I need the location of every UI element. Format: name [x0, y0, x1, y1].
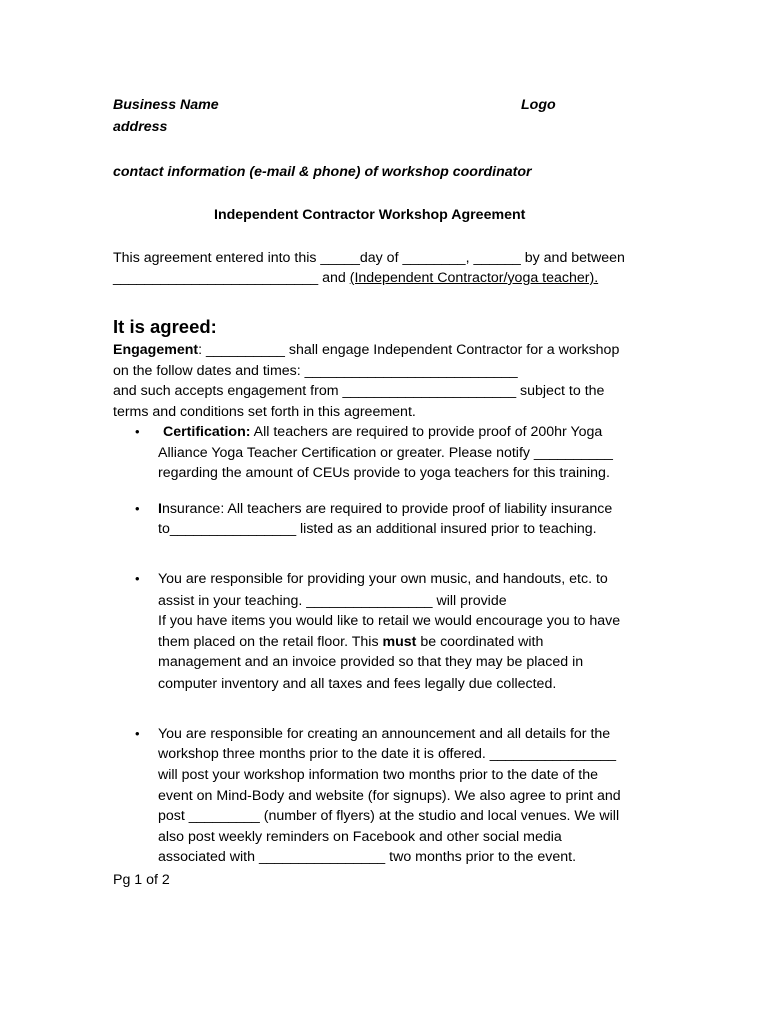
announcement-line-1: You are responsible for creating an announcement and all details for the	[158, 726, 611, 742]
announcement-line-2: workshop three months prior to the date it is offered. ________________	[158, 746, 616, 762]
music-line-5: management and an invoice provided so that they may be placed in	[158, 654, 584, 670]
insurance-line-2: to________________ listed as an additional insured prior to teaching.	[158, 521, 597, 537]
announcement-line-4: event on Mind-Body and website (for signups). We also agree to print and	[158, 788, 621, 804]
address: address	[113, 119, 168, 135]
music-line-4-pre: them placed on the retail floor. This	[158, 634, 383, 650]
engagement-line-3: and such accepts engagement from ______________________ subject to the	[113, 383, 605, 399]
document-title: Independent Contractor Workshop Agreement	[214, 207, 526, 223]
coordinator-contact: contact information (e-mail & phone) of workshop coordinator	[113, 164, 532, 180]
music-line-2: assist in your teaching. ________________ will provide	[158, 593, 507, 609]
music-line-1: You are responsible for providing your own music, and handouts, etc. to	[158, 571, 608, 587]
music-line-3: If you have items you would like to retail we would encourage you to have	[158, 613, 621, 629]
insurance-line-1	[158, 499, 612, 519]
bullet-certification: •	[135, 424, 140, 439]
announcement-line-5: post _________ (number of flyers) at the studio and local venues. We will	[158, 808, 620, 824]
page-number: Pg 1 of 2	[113, 872, 170, 888]
announcement-line-3: will post your workshop information two months prior to the date of the	[158, 767, 599, 783]
and-text: and	[318, 270, 350, 286]
music-line-4-post: be coordinated with	[416, 634, 544, 650]
party-blank: __________________________	[113, 270, 319, 286]
logo-placeholder: Logo	[521, 97, 556, 113]
agreed-heading: It is agreed:	[113, 316, 217, 337]
engagement-label: Engagement	[113, 342, 199, 358]
engagement-line-4: terms and conditions set forth in this agreement.	[113, 404, 416, 420]
certification-line-3: regarding the amount of CEUs provide to yoga teachers for this training.	[158, 465, 610, 481]
music-line-6: computer inventory and all taxes and fees legally due collected.	[158, 676, 557, 692]
announcement-line-6: also post weekly reminders on Facebook and other social media	[158, 829, 562, 845]
intro-line-2	[113, 268, 598, 288]
business-name: Business Name	[113, 97, 219, 113]
certification-label: Certification:	[163, 424, 251, 440]
announcement-line-7: associated with ________________ two months prior to the event.	[158, 849, 577, 865]
intro-line-1: This agreement entered into this _____day of ________, ______ by and between	[113, 250, 625, 266]
certification-text: All teachers are required to provide proof of 200hr Yoga	[250, 424, 603, 440]
engagement-line-1	[113, 340, 619, 360]
insurance-text: : All teachers are required to provide proof of liability insurance	[220, 501, 613, 517]
certification-line-2: Alliance Yoga Teacher Certification or greater. Please notify __________	[158, 445, 613, 461]
bullet-insurance: •	[135, 501, 140, 516]
insurance-label-initial: I	[158, 501, 162, 517]
contractor-party: (Independent Contractor/yoga teacher).	[349, 270, 599, 286]
bullet-announcement: •	[135, 726, 140, 741]
certification-line-1	[163, 422, 602, 442]
engagement-line-2: on the follow dates and times: ___________________________	[113, 363, 518, 379]
must-emphasis: must	[382, 634, 417, 650]
music-line-4	[158, 632, 543, 652]
engagement-text: : __________ shall engage Independent Contractor for a workshop	[198, 342, 620, 358]
insurance-label-rest: nsurance	[161, 501, 221, 517]
bullet-music: •	[135, 571, 140, 586]
